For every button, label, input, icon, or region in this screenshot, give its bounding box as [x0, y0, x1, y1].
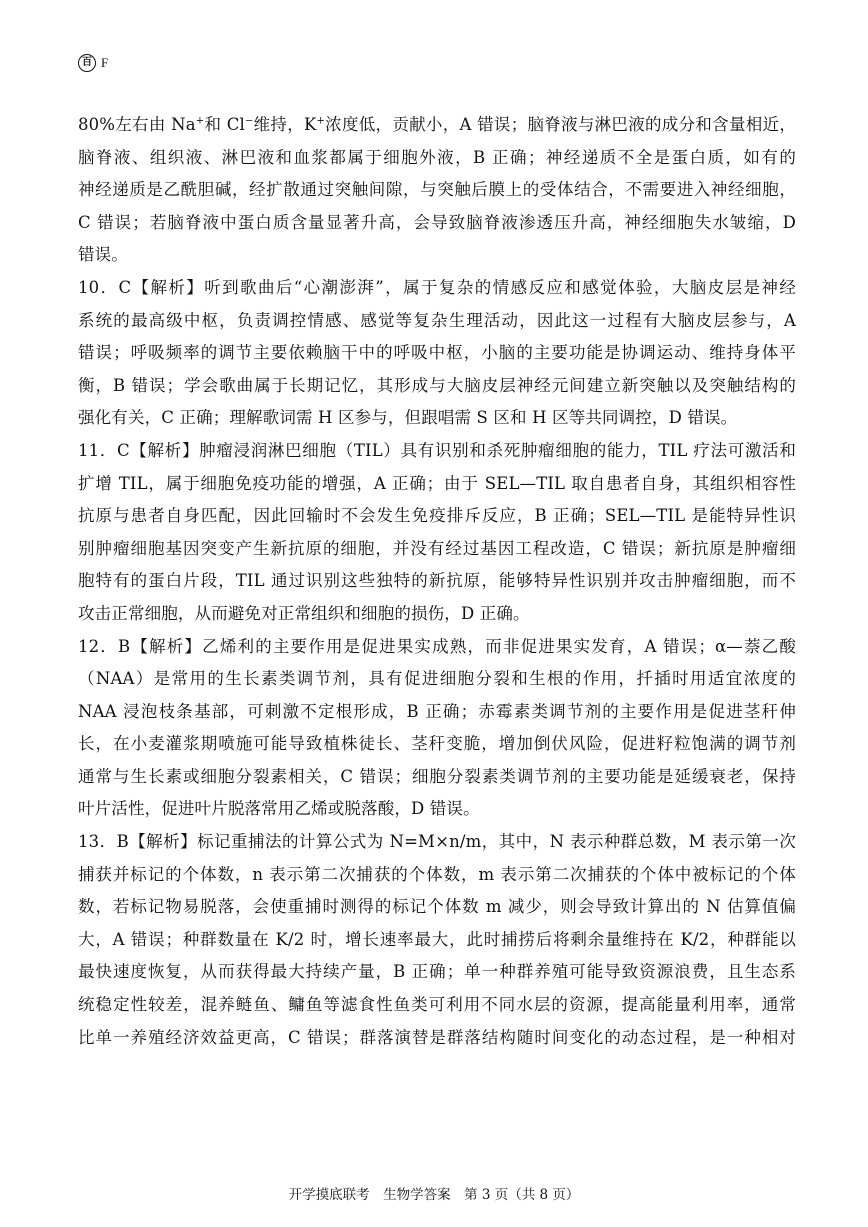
text-line: [78, 859, 796, 892]
text-segment: C 错误；若脑脊液中蛋白质含量显著升高，会导致脑脊液渗透压升高，神经细胞失水皱缩，D: [78, 212, 796, 232]
text-segment: 数，若标记物易脱落，会使重捕时测得的标记个体数 m 减少，则会导致计算出的 N 估算值偏: [78, 897, 796, 917]
superscript-charge: +: [316, 115, 326, 127]
text-segment: 神经递质是乙酰胆碱，经扩散通过突触间隙，与突触后膜上的受体结合，不需要进入神经细胞，: [78, 180, 796, 200]
text-segment: 长，在小麦灌浆期喷施可能导致植株徒长、茎秆变脆，增加倒伏风险，促进籽粒饱满的调节剂: [78, 734, 796, 754]
text-line: [78, 565, 796, 598]
text-segment: 攻击正常细胞，从而避免对正常组织和细胞的损伤，D 正确。: [78, 603, 530, 623]
text-segment: 通常与生长素或细胞分裂素相关，C 错误；细胞分裂素类调节剂的主要功能是延缓衰老，保持: [78, 766, 796, 786]
text-line: [78, 956, 796, 989]
text-segment: 系统的最高级中枢，负责调控情感、感觉等复杂生理活动，因此这一过程有大脑皮层参与，A: [78, 310, 796, 330]
text-line: [78, 793, 796, 826]
logo-seal-icon: 百: [78, 54, 96, 72]
text-segment: 和 Cl: [204, 115, 245, 134]
text-line: [78, 761, 796, 794]
text-segment: 衡，B 错误；学会歌曲属于长期记忆，其形成与大脑皮层神经元间建立新突触以及突触结构的: [78, 375, 796, 395]
text-line: [78, 1022, 796, 1055]
text-line: [78, 109, 796, 142]
text-segment: 维持，K: [253, 115, 317, 134]
text-segment: 10．C【解析】听到歌曲后“心潮澎湃”，属于复杂的情感反应和感觉体验，大脑皮层是神经: [78, 277, 796, 297]
text-segment: 比单一养殖经济效益更高，C 错误；群落演替是群落结构随时间变化的动态过程，是一种相对: [78, 1027, 796, 1047]
text-segment: 错误；呼吸频率的调节主要依赖脑干中的呼吸中枢，小脑的主要功能是协调运动、维持身体平: [78, 343, 796, 363]
text-segment: 抗原与患者自身匹配，因此回输时不会发生免疫排斥反应，B 正确；SEL—TIL 是能特异性识: [78, 506, 796, 526]
text-line: [78, 696, 796, 729]
text-segment: 11．C【解析】肿瘤浸润淋巴细胞（TIL）具有识别和杀死肿瘤细胞的能力，TIL 疗法可激活和: [78, 440, 796, 460]
text-line: [78, 533, 796, 566]
superscript-charge: −: [244, 115, 254, 127]
text-line: [78, 272, 796, 305]
text-line: [78, 402, 796, 435]
text-segment: 12．B【解析】乙烯利的主要作用是促进果实成熟，而非促进果实发育，A 错误；α—萘乙酸: [78, 636, 796, 656]
page-logo: [78, 54, 108, 72]
text-segment: 别肿瘤细胞基因突变产生新抗原的细胞，并没有经过基因工程改造，C 错误；新抗原是肿瘤细: [78, 538, 796, 558]
text-line: [78, 337, 796, 370]
text-line: [78, 663, 796, 696]
superscript-charge: +: [195, 115, 205, 127]
text-segment: 捕获并标记的个体数，n 表示第二次捕获的个体数，m 表示第二次捕获的个体中被标记的个体: [78, 864, 796, 884]
text-segment: 浓度低，贡献小，A 错误；脑脊液与淋巴液的成分和含量相近，: [325, 115, 797, 134]
text-segment: 最快速度恢复，从而获得最大持续产量，B 正确；单一种群养殖可能导致资源浪费，且生态系: [78, 962, 796, 982]
text-line: [78, 207, 796, 240]
text-segment: 错误。: [78, 245, 128, 265]
text-line: [78, 989, 796, 1022]
text-line: [78, 468, 796, 501]
text-line: [78, 305, 796, 338]
text-line: [78, 598, 796, 631]
answer-text-body: [78, 109, 796, 1054]
text-line: [78, 370, 796, 403]
text-segment: 脑脊液、组织液、淋巴液和血浆都属于细胞外液，B 正确；神经递质不全是蛋白质，如有的: [78, 147, 796, 167]
page-footer: 开学摸底联考 生物学答案 第 3 页（共 8 页）: [288, 1187, 580, 1203]
text-segment: 统稳定性较差，混养鲢鱼、鳙鱼等滤食性鱼类可利用不同水层的资源，提高能量利用率，通常: [78, 995, 796, 1015]
text-segment: 胞特有的蛋白片段，TIL 通过识别这些独特的新抗原，能够特异性识别并攻击肿瘤细胞，而不: [78, 571, 796, 591]
text-segment: 13．B【解析】标记重捕法的计算公式为 N=M×n/m，其中，N 表示种群总数，M 表示第一次: [78, 832, 796, 852]
text-segment: 扩增 TIL，属于细胞免疫功能的增强，A 正确；由于 SEL—TIL 取自患者自身，其组织相容性: [78, 473, 796, 493]
text-segment: 叶片活性，促进叶片脱落常用乙烯或脱落酸，D 错误。: [78, 799, 480, 819]
text-segment: 强化有关，C 正确；理解歌词需 H 区参与，但跟唱需 S 区和 H 区等共同调控，D 错误。: [78, 408, 738, 428]
text-segment: NAA 浸泡枝条基部，可刺激不定根形成，B 正确；赤霉素类调节剂的主要作用是促进茎秆伸: [78, 701, 796, 721]
text-segment: 80%左右由 Na: [78, 115, 196, 134]
text-line: [78, 174, 796, 207]
text-line: [78, 891, 796, 924]
text-line: [78, 924, 796, 957]
text-line: [78, 500, 796, 533]
text-segment: 大，A 错误；种群数量在 K/2 时，增长速率最大，此时捕捞后将剩余量维持在 K/2，种群能以: [78, 929, 796, 949]
text-line: [78, 631, 796, 664]
text-line: [78, 239, 796, 272]
text-line: [78, 826, 796, 859]
logo-letter: F: [101, 55, 109, 70]
text-line: [78, 142, 796, 175]
text-line: [78, 728, 796, 761]
text-line: [78, 435, 796, 468]
text-segment: （NAA）是常用的生长素类调节剂，具有促进细胞分裂和生根的作用，扦插时用适宜浓度的: [78, 669, 796, 689]
